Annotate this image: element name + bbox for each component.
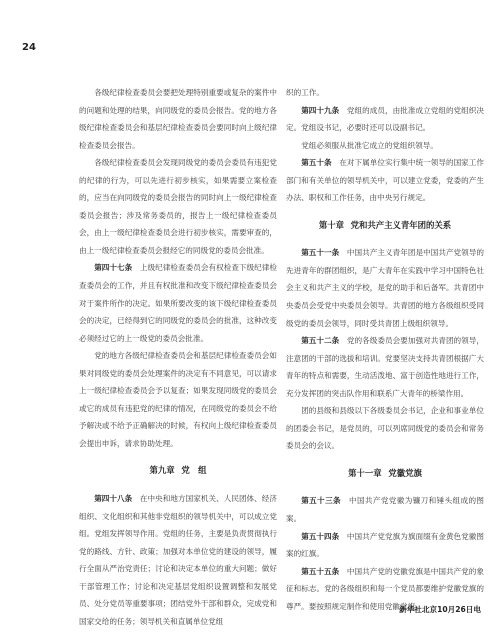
article-54: 第五十四条 中国共产党党旗为旗面缀有金黄色党徽图案的红旗。 — [286, 531, 485, 559]
article-47: 第四十七条 上级纪律检查委员会有权检查下级纪律检查委员会的工作，并且有权批准和改变下级纪律检查委员会对于案件所作的决定。如果所要改变的该下级纪律检查委员会的决定，已经得到它的同级党的委员会的批准，这种改变必须经过它的上一级党的委员会批准。 — [79, 263, 278, 343]
article-number: 第五十五条 — [301, 566, 340, 576]
chapter-9-title: 第九章 党 组 — [149, 465, 207, 476]
paragraph: 团的县级和县级以下各级委员会书记，企业和事业单位的团委会书记，是党员的，可以列席同级党的委员会和常务委员会的会议。 — [286, 406, 484, 451]
article-51: 第五十一条 中国共产主义青年团是中国共产党领导的先进青年的群团组织，是广大青年在实践中学习中国特色社会主义和共产主义的学校，是党的助手和后备军。共青团中央委员会受党中央委员会领导。共青团的地方各级组织受同级党的委员会领导，同时受共青团上级组织领导。 — [286, 248, 485, 328]
right-column — [286, 84, 484, 615]
article-49: 第四十九条 党组的成员，由批准成立党组的党组织决定。党组设书记，必要时还可以设副书记。 — [286, 105, 485, 133]
article-50: 第五十条 在对下属单位实行集中统一领导的国家工作部门和有关单位的领导机关中，可以建立党委，党委的产生办法、职权和工作任务，由中央另行规定。 — [286, 158, 485, 203]
article-number: 第五十四条 — [301, 531, 340, 541]
article-number: 第五十一条 — [301, 248, 340, 258]
paragraph: 各级纪律检查委员会要把处理特别重要或复杂的案件中的问题和处理的结果，向同级党的委员会报告。党的地方各级纪律检查委员会和基层纪律检查委员会要同时向上级纪律检查委员会报告。 — [79, 88, 277, 150]
article-number: 第五十条 — [301, 158, 332, 168]
paragraph: 党的地方各级纪律检查委员会和基层纪律检查委员会如果对同级党的委员会处理案件的决定有不同意见，可以请求上一级纪律检查委员会予以复查；如果发现同级党的委员会或它的成员有违犯党的纪律的情况，在同级党的委员会不给予解决或不给予正确解决的时候，有权向上级纪律检查委员会提出申诉，请求协助处理。 — [79, 351, 277, 448]
news-agency-credit: 新华社北京10月26日电 — [399, 605, 481, 614]
left-column — [79, 84, 277, 630]
page-number: 24 — [22, 42, 36, 53]
chapter-11-title: 第十一章 党徽党旗 — [348, 467, 422, 478]
article-number: 第五十三条 — [301, 496, 342, 506]
article-number: 第五十二条 — [301, 336, 340, 346]
paragraph: 各级纪律检查委员会发现同级党的委员会委员有违犯党的纪律的行为，可以先进行初步核实，如果需要立案检查的，应当在向同级党的委员会报告的同时向上一级纪律检查委员会报告；涉及常务委员的，报告上一级纪律检查委员会，由上一级纪律检查委员会进行初步核实，需要审查的，由上一级纪律检查委员会报经它的同级党的委员会批准。 — [79, 158, 277, 255]
paragraph-continued: 织的工作。 — [286, 88, 324, 97]
article-number: 第四十九条 — [301, 105, 340, 115]
article-52: 第五十二条 党的各级委员会要加强对共青团的领导，注意团的干部的选拔和培训。党要坚决支持共青团根据广大青年的特点和需要，生动活泼地、富于创造性地进行工作，充分发挥团的突击队作用和联系广大青年的桥梁作用。 — [286, 336, 485, 398]
article-55: 第五十五条 中国共产党的党徽党旗是中国共产党的象征和标志。党的各级组织和每一个党员都要维护党徽党旗的尊严。要按照规定制作和使用党徽党旗。 — [286, 566, 485, 611]
article-number: 第四十八条 — [94, 494, 133, 504]
article-53: 第五十三条 中国共产党党徽为镰刀和锤头组成的图案。 — [286, 496, 485, 524]
article-48: 第四十八条 在中央和地方国家机关、人民团体、经济组织、文化组织和其他非党组织的领导机关中，可以成立党组。党组发挥领导作用。党组的任务，主要是负责贯彻执行党的路线、方针、政策；加强对本单位党的建设的领导，履行全面从严治党责任；讨论和决定本单位的重大问题；做好干部管理工作；讨论和决定基层党组织设置调整和发展党员、处分党员等重要事项；团结党外干部和群众，完成党和国家交给的任务；领导机关和直属单位党组 — [79, 494, 278, 626]
chapter-10-title: 第十章 党和共产主义青年团的关系 — [318, 219, 452, 230]
article-number: 第四十七条 — [94, 263, 133, 273]
paragraph: 党组必须服从批准它成立的党组织领导。 — [301, 140, 438, 150]
